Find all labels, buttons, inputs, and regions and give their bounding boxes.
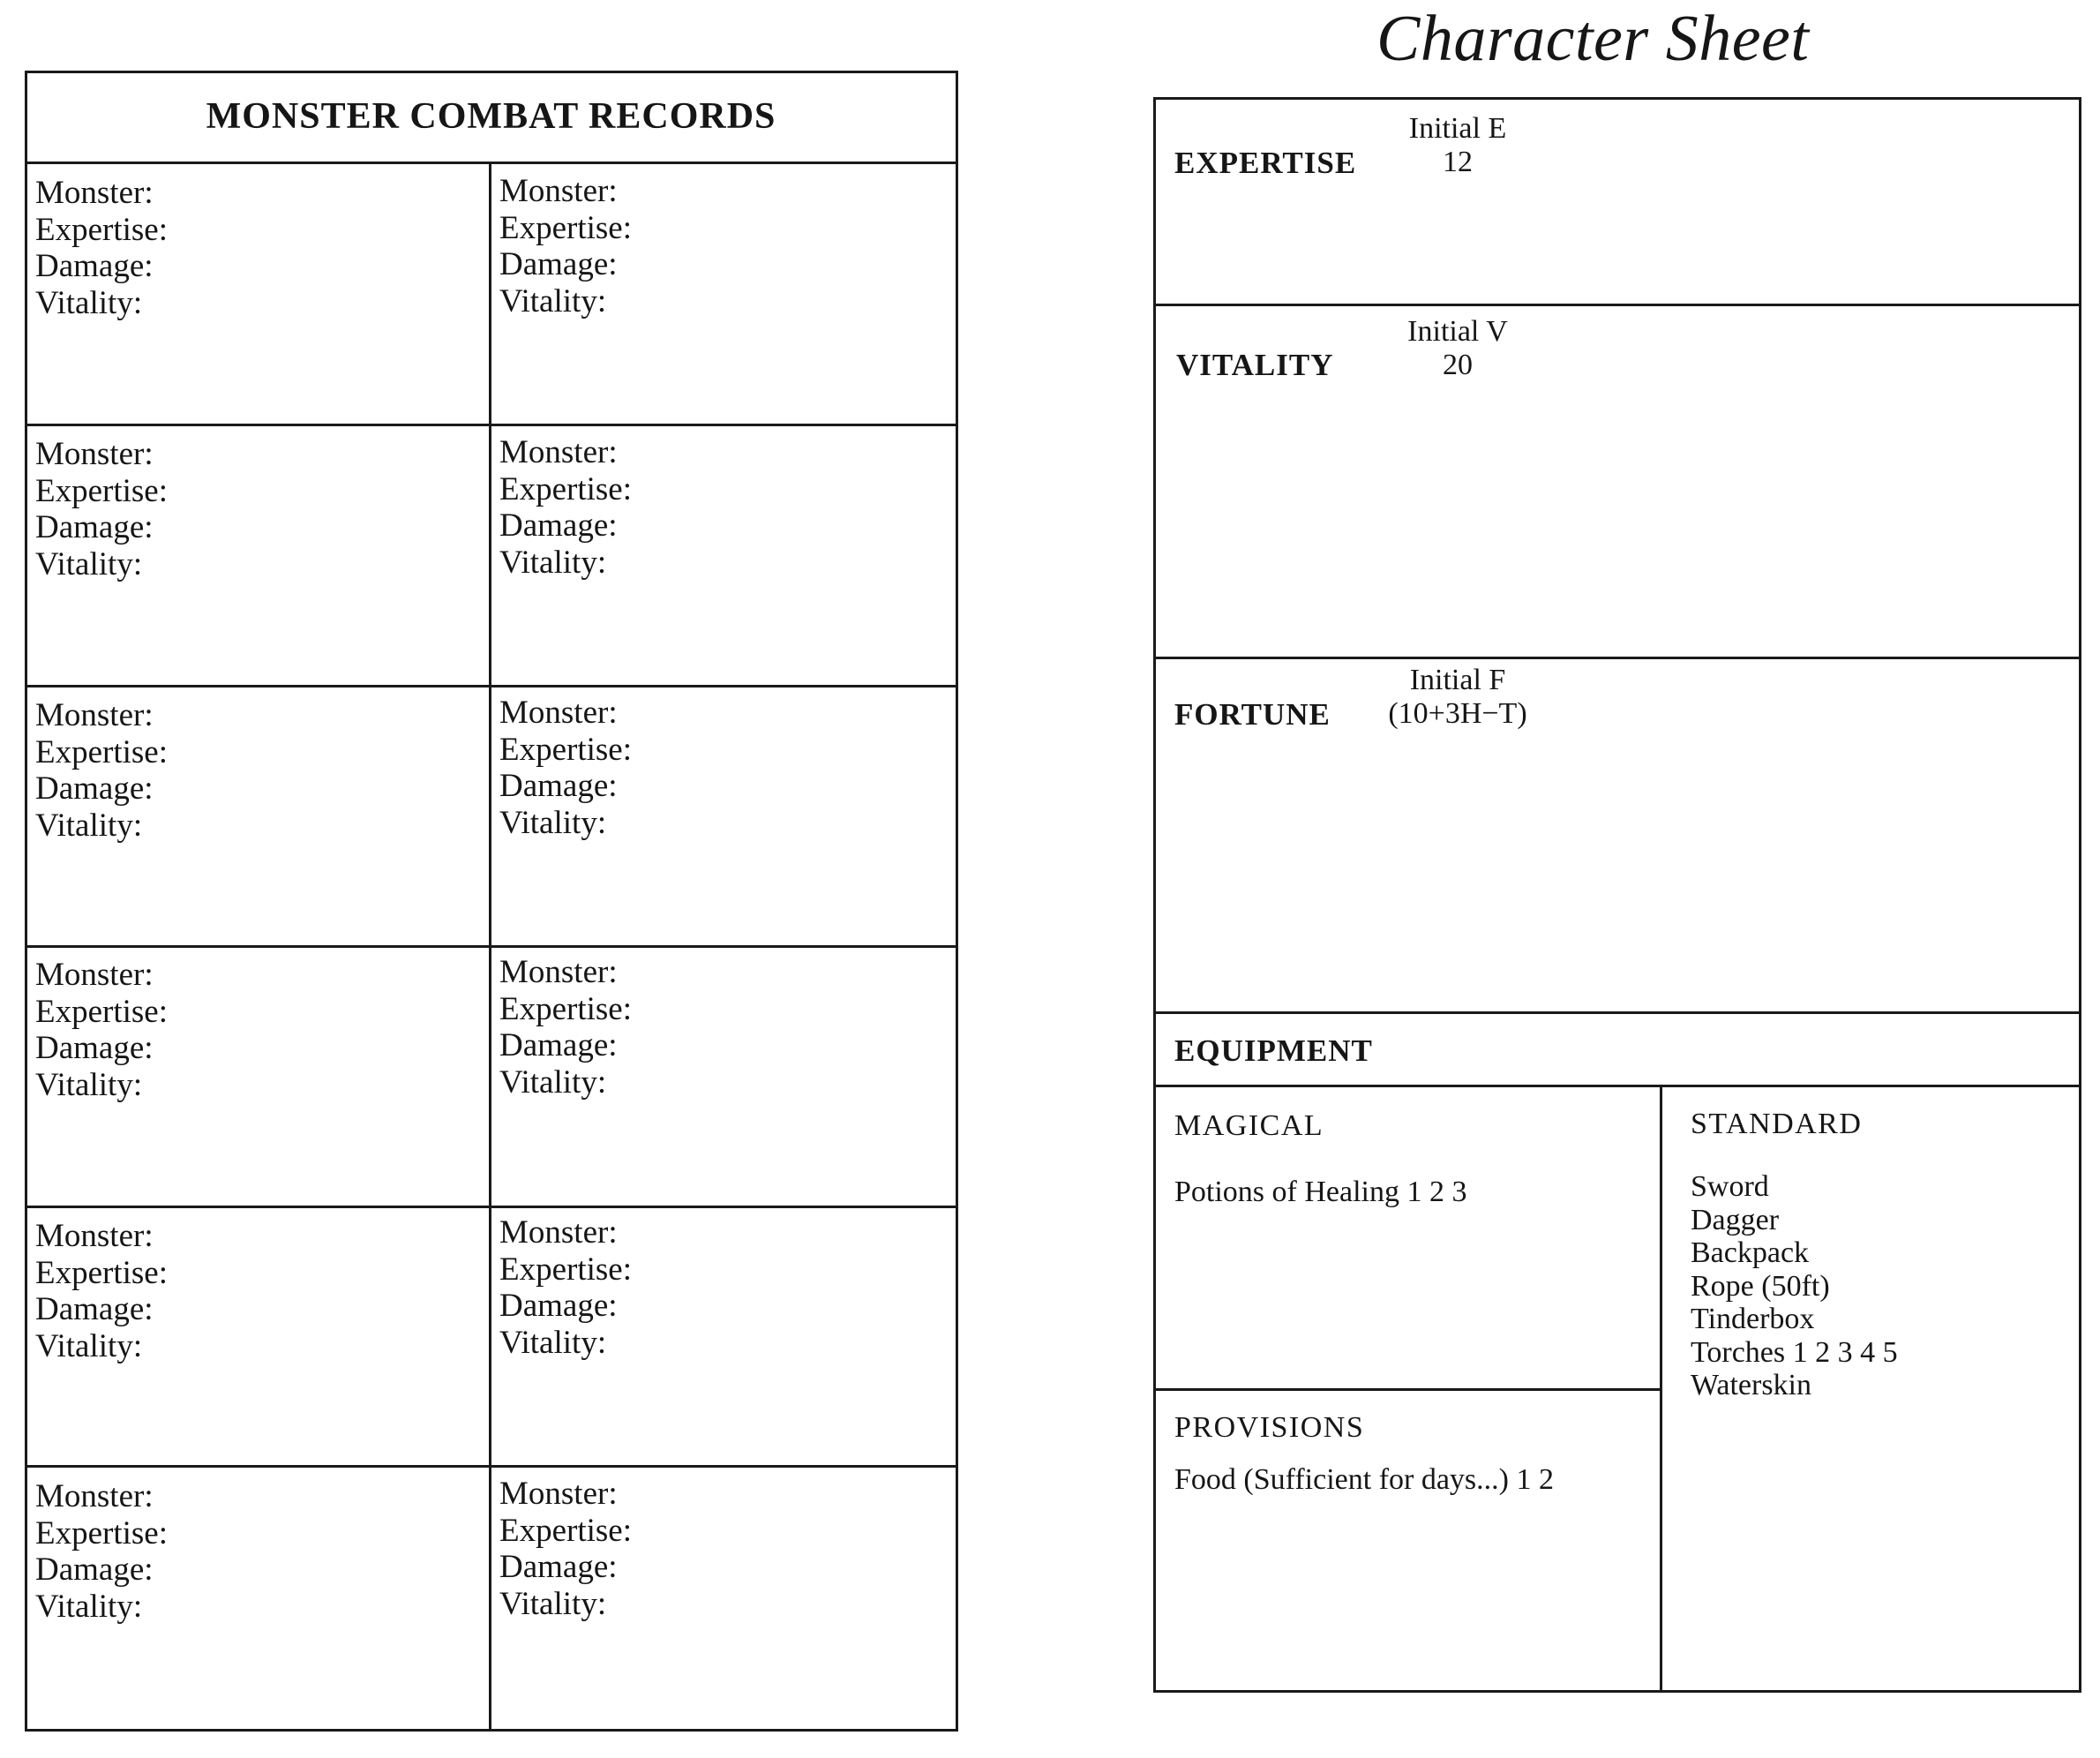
vitality-label: Vitality: bbox=[35, 545, 143, 582]
monster-record-7 bbox=[35, 957, 168, 1103]
damage-label: Damage: bbox=[35, 1551, 154, 1588]
monster-label: Monster: bbox=[35, 436, 154, 472]
monster-label: Monster: bbox=[35, 175, 154, 211]
vitality-label: Vitality: bbox=[499, 282, 607, 319]
monster-record-6 bbox=[499, 695, 632, 841]
damage-label: Damage: bbox=[35, 770, 154, 807]
expertise-initial bbox=[1369, 112, 1546, 179]
standard-items-list bbox=[1691, 1170, 1898, 1402]
damage-label: Damage: bbox=[35, 1291, 154, 1327]
monster-combat-records-title: MONSTER COMBAT RECORDS bbox=[206, 95, 776, 137]
equipment-column-divider bbox=[1660, 1085, 1662, 1693]
monster-label: Monster: bbox=[35, 957, 154, 993]
vitality-label: Vitality: bbox=[35, 1327, 143, 1364]
standard-item: Rope (50ft) bbox=[1691, 1269, 1830, 1303]
monster-record-12 bbox=[499, 1476, 632, 1622]
monster-label: Monster: bbox=[35, 1478, 154, 1514]
section-divider bbox=[1153, 1388, 1661, 1391]
row-divider bbox=[25, 1206, 958, 1208]
equipment-label: EQUIPMENT bbox=[1174, 1033, 1373, 1068]
monster-record-9 bbox=[35, 1218, 168, 1364]
standard-item: Tinderbox bbox=[1691, 1303, 1815, 1335]
damage-label: Damage: bbox=[499, 1027, 618, 1063]
vitality-label: VITALITY bbox=[1176, 348, 1334, 382]
expertise-initial-label: Initial E bbox=[1408, 112, 1507, 145]
vitality-label: Vitality: bbox=[35, 284, 143, 321]
damage-label: Damage: bbox=[35, 1030, 154, 1066]
monster-record-11 bbox=[35, 1478, 168, 1625]
vitality-initial bbox=[1369, 315, 1546, 382]
character-sheet-title: Character Sheet bbox=[1376, 3, 1810, 75]
section-divider bbox=[1153, 1011, 2081, 1014]
expertise-label: Expertise: bbox=[499, 731, 633, 768]
monster-label: Monster: bbox=[499, 173, 618, 209]
expertise-label: Expertise: bbox=[499, 1512, 633, 1549]
standard-item: Waterskin bbox=[1691, 1369, 1811, 1401]
monster-record-8 bbox=[499, 954, 632, 1101]
vitality-label: Vitality: bbox=[499, 804, 607, 841]
monster-record-1 bbox=[35, 175, 168, 321]
monster-record-3 bbox=[35, 436, 168, 582]
section-divider bbox=[1153, 304, 2081, 306]
monster-label: Monster: bbox=[499, 1214, 618, 1251]
standard-item: Backpack bbox=[1691, 1236, 1810, 1269]
standard-item: Sword bbox=[1691, 1170, 1769, 1203]
vitality-label: Vitality: bbox=[499, 1063, 607, 1101]
vitality-label: Vitality: bbox=[499, 544, 607, 581]
expertise-label: Expertise: bbox=[35, 733, 169, 770]
row-divider bbox=[25, 162, 958, 164]
provisions-item: Food (Sufficient for days...) 1 2 bbox=[1174, 1463, 1554, 1496]
expertise-label: Expertise: bbox=[35, 472, 169, 509]
fortune-label: FORTUNE bbox=[1174, 697, 1331, 732]
monster-label: Monster: bbox=[499, 954, 618, 990]
expertise-label: Expertise: bbox=[35, 993, 169, 1030]
fortune-initial-label: Initial F bbox=[1409, 664, 1506, 696]
standard-item: Dagger bbox=[1691, 1203, 1780, 1236]
column-divider bbox=[489, 162, 491, 1732]
row-divider bbox=[25, 1465, 958, 1468]
damage-label: Damage: bbox=[35, 509, 154, 545]
damage-label: Damage: bbox=[499, 246, 618, 282]
row-divider bbox=[25, 945, 958, 948]
monster-label: Monster: bbox=[499, 695, 618, 731]
monster-record-5 bbox=[35, 697, 168, 844]
section-divider bbox=[1153, 1085, 2081, 1087]
standard-item: Torches 1 2 3 4 5 bbox=[1691, 1335, 1898, 1369]
monster-record-2 bbox=[499, 173, 632, 319]
expertise-label: Expertise: bbox=[35, 211, 169, 248]
expertise-label: Expertise: bbox=[35, 1514, 169, 1551]
monster-label: Monster: bbox=[499, 434, 618, 470]
monster-label: Monster: bbox=[35, 697, 154, 733]
damage-label: Damage: bbox=[499, 507, 618, 544]
expertise-initial-value: 12 bbox=[1443, 146, 1473, 178]
vitality-label: Vitality: bbox=[35, 1066, 143, 1103]
vitality-initial-label: Initial V bbox=[1407, 315, 1508, 348]
damage-label: Damage: bbox=[499, 768, 618, 804]
fortune-initial bbox=[1352, 664, 1564, 731]
standard-label: STANDARD bbox=[1691, 1108, 1863, 1140]
monster-label: Monster: bbox=[35, 1218, 154, 1254]
row-divider bbox=[25, 424, 958, 426]
magical-label: MAGICAL bbox=[1174, 1109, 1324, 1142]
row-divider bbox=[25, 685, 958, 687]
provisions-label: PROVISIONS bbox=[1174, 1411, 1365, 1444]
character-sheet-frame bbox=[1153, 97, 2081, 1693]
expertise-label: EXPERTISE bbox=[1174, 146, 1357, 180]
vitality-label: Vitality: bbox=[35, 807, 143, 844]
vitality-initial-value: 20 bbox=[1443, 349, 1473, 381]
monster-record-10 bbox=[499, 1214, 632, 1361]
damage-label: Damage: bbox=[35, 248, 154, 284]
damage-label: Damage: bbox=[499, 1549, 618, 1585]
damage-label: Damage: bbox=[499, 1288, 618, 1324]
vitality-label: Vitality: bbox=[499, 1585, 607, 1622]
expertise-label: Expertise: bbox=[499, 1251, 633, 1288]
monster-record-4 bbox=[499, 434, 632, 581]
magical-item: Potions of Healing 1 2 3 bbox=[1174, 1176, 1467, 1208]
monster-label: Monster: bbox=[499, 1476, 618, 1512]
section-divider bbox=[1153, 657, 2081, 659]
expertise-label: Expertise: bbox=[499, 470, 633, 507]
vitality-label: Vitality: bbox=[499, 1324, 607, 1361]
vitality-label: Vitality: bbox=[35, 1588, 143, 1625]
expertise-label: Expertise: bbox=[499, 990, 633, 1027]
expertise-label: Expertise: bbox=[499, 209, 633, 246]
fortune-initial-value: (10+3H−T) bbox=[1388, 697, 1527, 730]
expertise-label: Expertise: bbox=[35, 1254, 169, 1291]
